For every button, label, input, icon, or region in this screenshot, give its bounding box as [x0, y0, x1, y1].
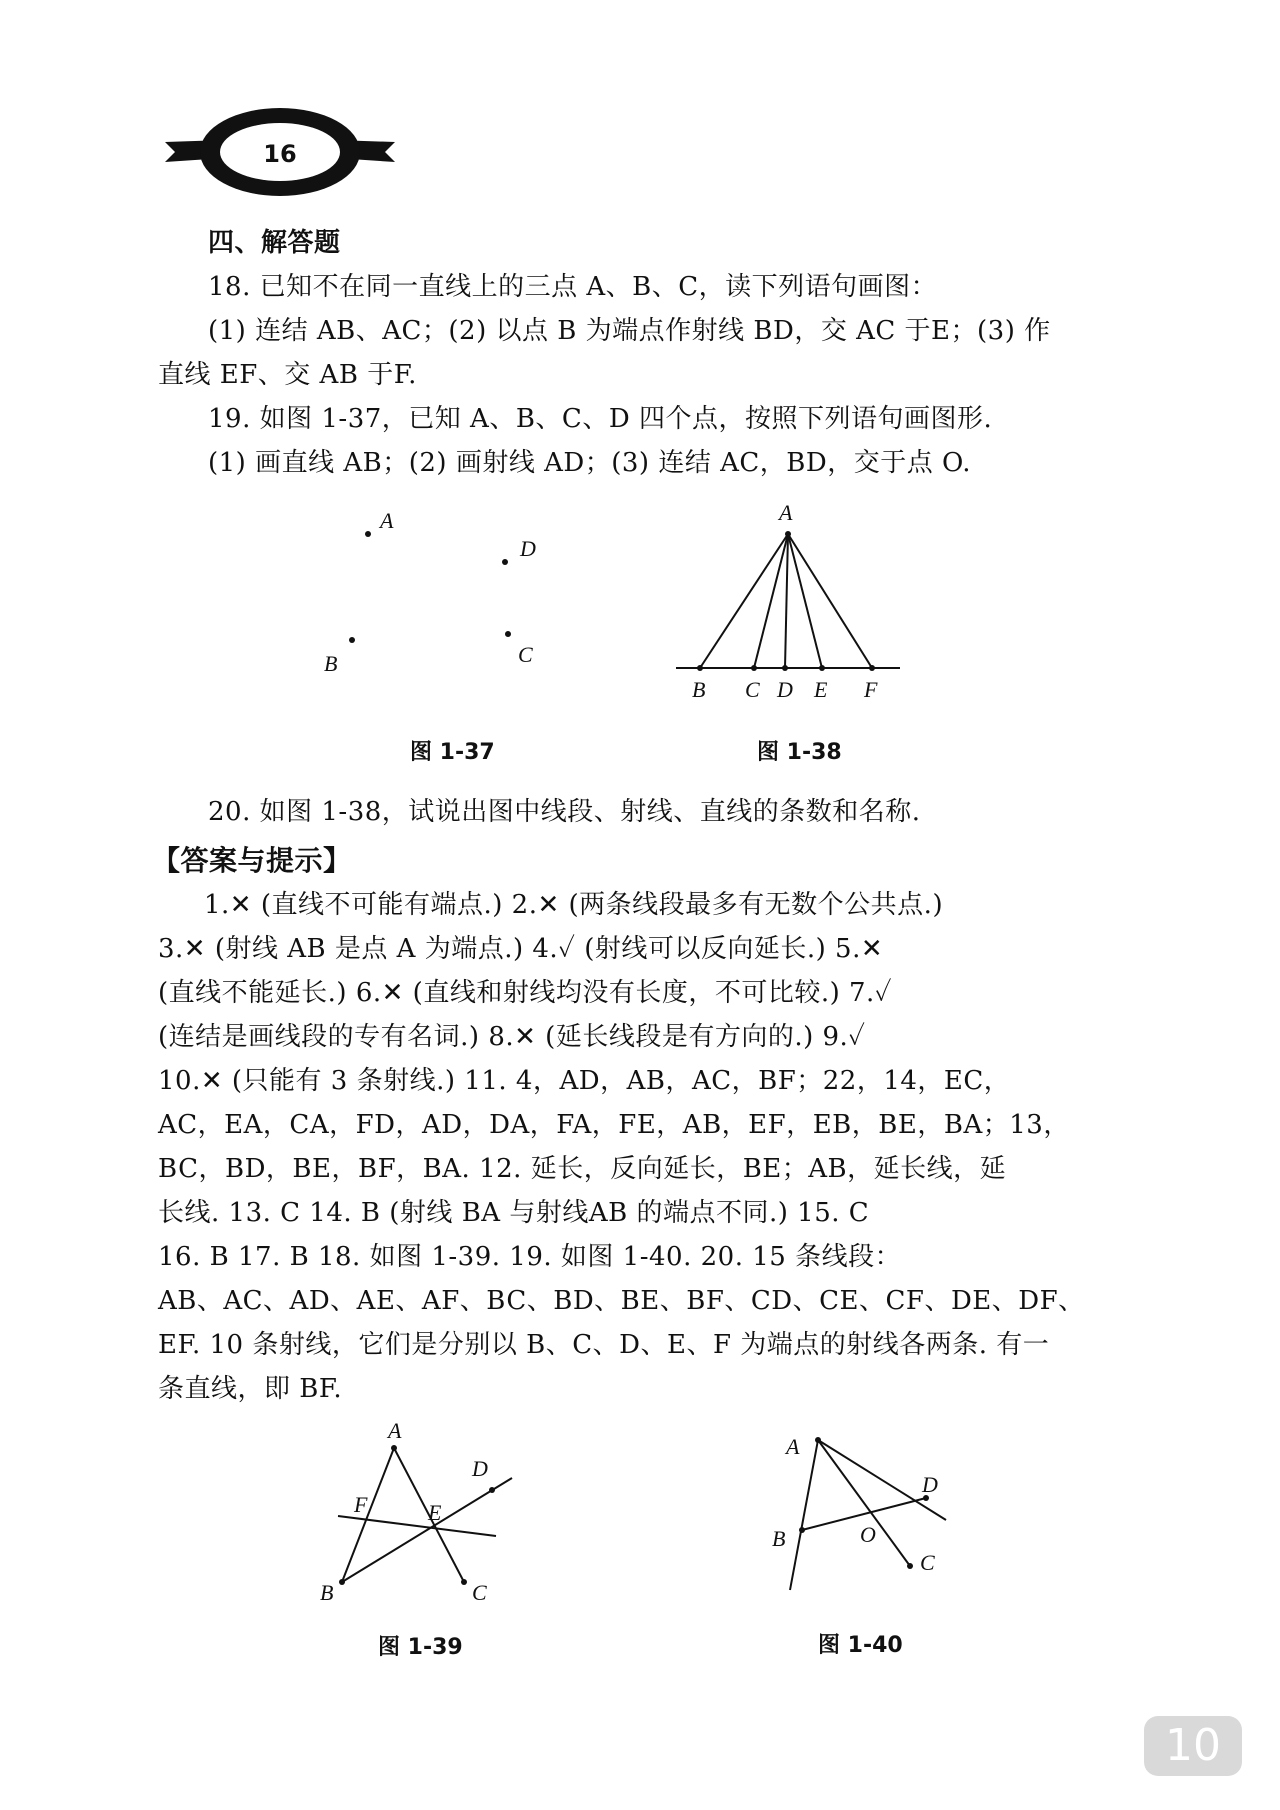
answer-line-1: 1.✕ (直线不可能有端点.) 2.✕ (两条线段最多有无数个公共点.)	[204, 890, 944, 920]
label-b: B	[324, 651, 338, 676]
q19-line1: 19. 如图 1-37，已知 A、B、C、D 四个点，按照下列语句画图形.	[208, 404, 993, 434]
answer-line-10: AB、AC、AD、AE、AF、BC、BD、BE、BF、CD、CE、CF、DE、DF、	[158, 1286, 1085, 1316]
q18-line2: (1) 连结 AB、AC；(2) 以点 B 为端点作射线 BD，交 AC 于E；(3) 作	[208, 316, 1051, 346]
label-d: D	[520, 536, 536, 561]
q20: 20. 如图 1-38，试说出图中线段、射线、直线的条数和名称.	[208, 797, 921, 827]
point-a	[365, 531, 371, 537]
caption-1-38: 图 1-38	[757, 740, 842, 765]
label-d: D	[777, 677, 793, 702]
label-c: C	[745, 677, 760, 702]
label-d: D	[472, 1456, 488, 1481]
answer-line-12: 条直线，即 BF.	[158, 1374, 343, 1404]
answer-line-7: BC，BD，BE，BF，BA. 12. 延长，反向延长，BE；AB，延长线，延	[158, 1154, 1007, 1184]
label-a: A	[388, 1420, 402, 1443]
label-c: C	[920, 1550, 935, 1575]
page-badge	[165, 100, 395, 200]
page-badge-number: 16	[263, 140, 297, 168]
q18-line3: 直线 EF、交 AB 于F.	[158, 360, 417, 390]
label-e: E	[814, 677, 828, 702]
page-number: 10	[1144, 1716, 1242, 1776]
label-a: A	[786, 1434, 800, 1459]
caption-1-40: 图 1-40	[818, 1633, 903, 1658]
label-b: B	[772, 1526, 786, 1551]
figure-1-37	[300, 500, 580, 700]
label-a: A	[779, 500, 793, 525]
label-b: B	[692, 677, 706, 702]
label-o: O	[860, 1522, 876, 1547]
label-e: E	[428, 1500, 442, 1525]
label-f: F	[864, 677, 878, 702]
answer-line-3: (直线不能延长.) 6.✕ (直线和射线均没有长度，不可比较.) 7.✓	[158, 978, 893, 1008]
figure-1-38	[660, 490, 920, 710]
label-d: D	[922, 1472, 938, 1497]
label-b: B	[320, 1580, 334, 1605]
caption-1-39: 图 1-39	[378, 1635, 463, 1660]
section-title: 四、解答题	[208, 228, 341, 258]
q18-line1: 18. 已知不在同一直线上的三点 A、B、C，读下列语句画图：	[208, 272, 938, 302]
answer-line-4: (连结是画线段的专有名词.) 8.✕ (延长线段是有方向的.) 9.✓	[158, 1022, 866, 1052]
label-f: F	[354, 1492, 368, 1517]
answer-line-2: 3.✕ (射线 AB 是点 A 为端点.) 4.✓ (射线可以反向延长.) 5.✕	[158, 934, 884, 964]
answer-line-6: AC，EA，CA，FD，AD，DA，FA，FE，AB，EF，EB，BE，BA；13，	[158, 1110, 1070, 1140]
label-a: A	[380, 508, 394, 533]
figure-1-39	[300, 1420, 540, 1610]
answer-line-9: 16. B 17. B 18. 如图 1-39. 19. 如图 1-40. 20. 15 条线段：	[158, 1242, 902, 1272]
point-c	[505, 631, 511, 637]
answer-line-8: 长线. 13. C 14. B (射线 BA 与射线AB 的端点不同.) 15. C	[158, 1198, 870, 1228]
answers-title: 【答案与提示】	[152, 844, 352, 877]
q19-line2: (1) 画直线 AB；(2) 画射线 AD；(3) 连结 AC，BD，交于点 O.	[208, 448, 972, 478]
label-c: C	[518, 642, 533, 667]
figure-1-40	[760, 1420, 980, 1610]
label-c: C	[472, 1580, 487, 1605]
answer-line-5: 10.✕ (只能有 3 条射线.) 11. 4，AD，AB，AC，BF；22，14，EC，	[158, 1066, 1011, 1096]
answer-line-11: EF. 10 条射线，它们是分别以 B、C、D、E、F 为端点的射线各两条. 有一	[158, 1330, 1050, 1360]
caption-1-37: 图 1-37	[410, 740, 495, 765]
point-d	[502, 559, 508, 565]
point-b	[349, 637, 355, 643]
